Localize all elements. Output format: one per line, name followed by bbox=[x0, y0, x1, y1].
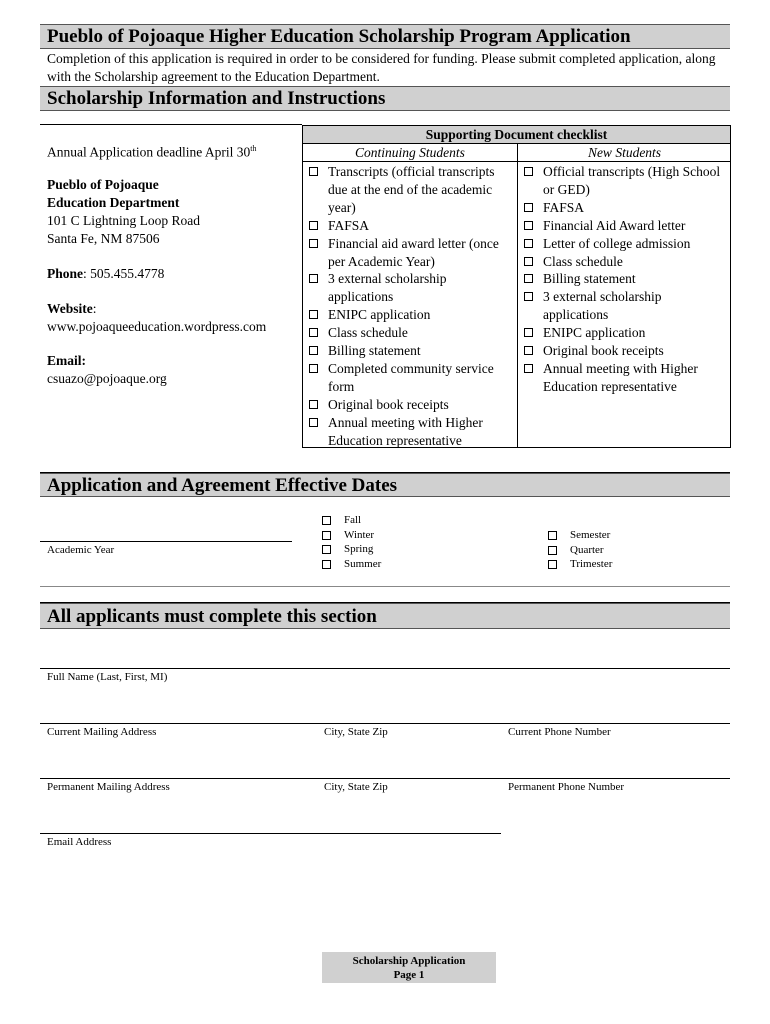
checkbox[interactable] bbox=[309, 328, 318, 337]
checkbox[interactable] bbox=[524, 292, 533, 301]
current-city-label: City, State Zip bbox=[324, 726, 388, 738]
current-address-label: Current Mailing Address bbox=[47, 726, 157, 738]
term-option-label: Fall bbox=[344, 514, 362, 526]
new-item bbox=[518, 288, 728, 324]
checkbox[interactable] bbox=[309, 239, 318, 248]
continuing-item bbox=[303, 360, 515, 396]
checklist-title: Supporting Document checklist bbox=[303, 126, 730, 144]
new-item bbox=[518, 342, 728, 360]
permanent-city-label: City, State Zip bbox=[324, 781, 388, 793]
period-option-trimester[interactable] bbox=[548, 557, 612, 572]
new-item-label: Annual meeting with Higher Education representative bbox=[543, 360, 698, 394]
continuing-item bbox=[303, 217, 515, 235]
checkbox[interactable] bbox=[524, 221, 533, 230]
permanent-phone-label: Permanent Phone Number bbox=[508, 781, 625, 793]
new-item-label: Official transcripts (High School or GED) bbox=[543, 164, 721, 197]
term-option-fall[interactable] bbox=[322, 513, 381, 528]
continuing-item-label: Transcripts (official transcripts due at the end of the academic year) bbox=[328, 164, 495, 215]
email-info: Email: csuazo@pojoaque.org bbox=[47, 353, 167, 386]
checkbox[interactable] bbox=[548, 531, 557, 540]
period-option-label: Semester bbox=[570, 529, 611, 541]
checkbox[interactable] bbox=[322, 560, 331, 569]
period-options bbox=[548, 528, 612, 572]
new-item bbox=[518, 360, 728, 396]
new-item bbox=[518, 199, 728, 217]
current-phone-label: Current Phone Number bbox=[508, 726, 611, 738]
continuing-item-label: Annual meeting with Higher Education representative bbox=[328, 414, 483, 448]
checkbox[interactable] bbox=[524, 364, 533, 373]
continuing-item-label: Completed community service form bbox=[328, 360, 494, 394]
new-item bbox=[518, 235, 728, 253]
document-checklist bbox=[302, 125, 731, 448]
checkbox[interactable] bbox=[524, 167, 533, 176]
full-name-field[interactable] bbox=[40, 668, 730, 669]
new-item-label: 3 external scholarship applications bbox=[543, 289, 662, 323]
academic-year-field[interactable] bbox=[40, 541, 292, 542]
website-link[interactable]: www.pojoaqueeducation.wordpress.com bbox=[47, 319, 267, 334]
checkbox[interactable] bbox=[309, 167, 318, 176]
dept-address: 101 C Lightning Loop Road Santa Fe, NM 87506 bbox=[47, 213, 200, 246]
checkbox[interactable] bbox=[322, 531, 331, 540]
new-item-label: Billing statement bbox=[543, 271, 636, 287]
continuing-item-label: Financial aid award letter (once per Academic Year) bbox=[328, 235, 499, 269]
new-item-label: Class schedule bbox=[543, 253, 623, 269]
continuing-item bbox=[303, 324, 515, 342]
continuing-item-label: 3 external scholarship applications bbox=[328, 271, 447, 305]
checkbox[interactable] bbox=[309, 274, 318, 283]
checkbox[interactable] bbox=[322, 545, 331, 554]
new-item-label: ENIPC application bbox=[543, 325, 646, 341]
period-option-label: Quarter bbox=[570, 543, 604, 556]
term-option-winter[interactable] bbox=[322, 528, 381, 543]
email-link[interactable]: csuazo@pojoaque.org bbox=[47, 371, 167, 386]
checkbox[interactable] bbox=[524, 239, 533, 248]
new-item bbox=[518, 270, 728, 288]
checkbox[interactable] bbox=[524, 257, 533, 266]
intro-text: Completion of this application is required in order to be considered for funding. Please submit completed application, along with the Scholarship agreement to the Education Department. bbox=[47, 51, 716, 84]
continuing-item bbox=[303, 270, 515, 306]
continuing-item bbox=[303, 235, 515, 271]
continuing-item-label: ENIPC application bbox=[328, 307, 431, 323]
checkbox[interactable] bbox=[524, 328, 533, 337]
continuing-item bbox=[303, 414, 515, 450]
checkbox[interactable] bbox=[309, 221, 318, 230]
period-option-quarter[interactable] bbox=[548, 543, 612, 558]
current-address-field[interactable] bbox=[40, 723, 730, 724]
page-footer: Scholarship Application Page 1 bbox=[322, 952, 496, 983]
full-name-label: Full Name (Last, First, MI) bbox=[47, 671, 168, 683]
new-item-label: FAFSA bbox=[543, 199, 585, 215]
period-option-label: Trimester bbox=[570, 558, 613, 570]
website-info: Website: www.pojoaqueeducation.wordpress.com bbox=[47, 301, 267, 334]
continuing-item-label: Billing statement bbox=[328, 343, 421, 359]
checkbox[interactable] bbox=[322, 516, 331, 525]
checkbox[interactable] bbox=[524, 274, 533, 283]
checkbox[interactable] bbox=[548, 546, 557, 555]
term-option-label: Winter bbox=[344, 528, 375, 541]
term-option-label: Spring bbox=[344, 543, 374, 555]
section-title-applicants: All applicants must complete this section bbox=[40, 603, 730, 629]
new-item-label: Letter of college admission bbox=[543, 235, 691, 251]
academic-year-label: Academic Year bbox=[47, 544, 115, 556]
continuing-students-header: Continuing Students bbox=[355, 145, 465, 160]
new-item bbox=[518, 253, 728, 271]
term-options bbox=[322, 513, 381, 571]
new-item bbox=[518, 163, 728, 199]
checkbox[interactable] bbox=[524, 346, 533, 355]
term-option-spring[interactable] bbox=[322, 542, 381, 557]
dept-name: Pueblo of Pojoaque Education Department bbox=[47, 177, 180, 210]
email-address-label: Email Address bbox=[47, 836, 112, 848]
continuing-item bbox=[303, 163, 515, 217]
term-option-label: Summer bbox=[344, 557, 382, 570]
page-title: Pueblo of Pojoaque Higher Education Scholarship Program Application bbox=[40, 24, 730, 49]
new-item-label: Financial Aid Award letter bbox=[543, 217, 686, 233]
checkbox[interactable] bbox=[309, 310, 318, 319]
checkbox[interactable] bbox=[309, 400, 318, 409]
checkbox[interactable] bbox=[524, 203, 533, 212]
continuing-item bbox=[303, 306, 515, 324]
permanent-address-field[interactable] bbox=[40, 778, 730, 779]
continuing-item-label: Original book receipts bbox=[328, 396, 449, 412]
deadline-text: Annual Application deadline April 30th bbox=[47, 144, 257, 160]
checkbox[interactable] bbox=[309, 346, 318, 355]
permanent-address-label: Permanent Mailing Address bbox=[47, 781, 170, 793]
continuing-item bbox=[303, 342, 515, 360]
term-option-summer[interactable] bbox=[322, 557, 381, 572]
new-item-label: Original book receipts bbox=[543, 343, 664, 359]
section-title-scholarship-info: Scholarship Information and Instructions bbox=[40, 86, 730, 111]
phone-info: Phone: 505.455.4778 bbox=[47, 266, 165, 281]
new-students-header: New Students bbox=[587, 145, 662, 160]
period-option-semester[interactable] bbox=[548, 528, 612, 543]
new-students-list bbox=[518, 163, 728, 396]
continuing-item-label: Class schedule bbox=[328, 325, 408, 341]
email-address-field[interactable] bbox=[40, 833, 501, 834]
new-item bbox=[518, 324, 728, 342]
checkbox[interactable] bbox=[309, 418, 318, 427]
section-title-effective-dates: Application and Agreement Effective Dates bbox=[40, 473, 730, 497]
continuing-item-label: FAFSA bbox=[328, 217, 370, 233]
checkbox[interactable] bbox=[548, 560, 557, 569]
new-item bbox=[518, 217, 728, 235]
continuing-item bbox=[303, 396, 515, 414]
checkbox[interactable] bbox=[309, 364, 318, 373]
continuing-students-list bbox=[303, 163, 515, 450]
